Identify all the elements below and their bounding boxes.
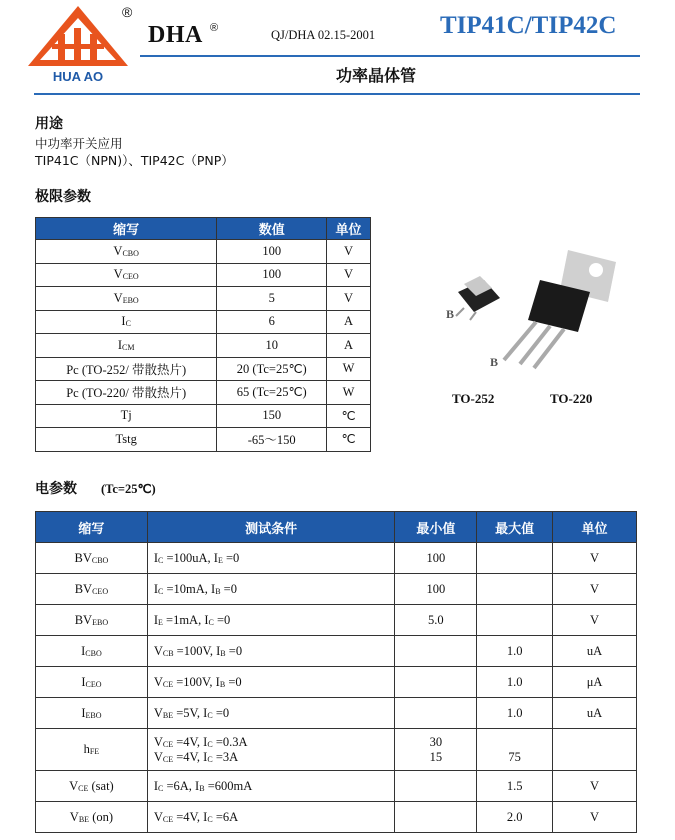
condition-text: =6A, I (163, 778, 200, 793)
min-value: 30 (429, 734, 443, 749)
logo-registered-mark: ® (122, 4, 133, 20)
table-row (36, 310, 371, 334)
condition-cell (147, 605, 395, 636)
symbol-cell (36, 574, 148, 605)
condition-subscript: C (158, 586, 164, 596)
symbol-subscript: EBO (85, 710, 102, 720)
min-cell (395, 771, 477, 802)
condition-line (154, 675, 395, 690)
max-cell (477, 667, 553, 698)
table-row (36, 729, 637, 771)
condition-subscript: C (158, 555, 164, 565)
max-value-2: 75 (508, 750, 521, 764)
hua-ao-logo (22, 4, 134, 84)
symbol-subscript: FE (89, 747, 100, 756)
condition-subscript: CE (162, 754, 174, 764)
symbol-cell (36, 263, 217, 287)
to-220-package (504, 250, 616, 368)
condition-cell (147, 729, 395, 771)
condition-text: =100V, I (173, 643, 221, 658)
condition-text: =0 (213, 612, 231, 627)
symbol-text: BV (74, 581, 93, 596)
value-cell: 150 (217, 404, 327, 428)
symbol-subscript: CEO (85, 679, 102, 689)
symbol-text: I (121, 314, 126, 329)
unit-cell: V (553, 605, 637, 636)
symbol-cell (36, 404, 217, 428)
condition-text: =5V, I (173, 705, 208, 720)
min-cell (395, 543, 477, 574)
condition-subscript: E (158, 617, 163, 627)
table-row (36, 698, 637, 729)
brand-registered-mark: ® (210, 22, 219, 34)
table-row (36, 574, 637, 605)
condition-text: =0 (225, 643, 243, 658)
value-cell: -65～150 (217, 428, 327, 452)
symbol-cell (36, 334, 217, 358)
condition-subscript: B (219, 679, 226, 689)
max-cell (477, 605, 553, 636)
min-cell (395, 636, 477, 667)
symbol-text: I (81, 643, 86, 658)
max-cell (477, 771, 553, 802)
unit-cell: V (553, 771, 637, 802)
condition-text: =0 (222, 550, 240, 565)
symbol-subscript: CBO (91, 555, 109, 565)
symbol-subscript: CEO (122, 272, 139, 282)
condition-line (154, 551, 395, 566)
table-row (36, 802, 637, 833)
condition-text: =4V, I (173, 809, 208, 824)
symbol-cell (36, 636, 148, 667)
table-row (36, 667, 637, 698)
condition-text: I (153, 778, 158, 793)
col-header-symbol: 缩写 (36, 218, 217, 240)
symbol-cell (36, 771, 148, 802)
condition-cell (147, 698, 395, 729)
max-cell (477, 729, 553, 771)
electrical-table-body (36, 543, 637, 833)
unit-cell: uA (553, 698, 637, 729)
max-cell (477, 574, 553, 605)
min-cell (395, 729, 477, 771)
symbol-text: Pc (TO-252/ 带散热片) (66, 362, 187, 377)
condition-subscript: C (207, 710, 213, 720)
condition-subscript: BE (162, 710, 174, 720)
electrical-condition: (Tc=25℃) (101, 482, 156, 496)
symbol-cell (36, 310, 217, 334)
condition-text: =6A (212, 809, 239, 824)
max-value: 1.5 (506, 778, 523, 793)
condition-subscript: C (207, 754, 213, 764)
condition-subscript: B (199, 783, 205, 793)
unit-cell: A (327, 310, 371, 334)
table-row (36, 381, 371, 405)
condition-cell (147, 771, 395, 802)
min-cell (395, 605, 477, 636)
value-cell: 65 (Tc=25℃) (217, 381, 327, 405)
col-header-value: 数值 (217, 218, 327, 240)
symbol-subscript: EBO (122, 295, 139, 305)
symbol-suffix: (sat) (88, 778, 114, 793)
symbol-text: Tstg (115, 431, 137, 446)
symbol-subscript: BE (78, 814, 90, 824)
document-header (0, 0, 675, 96)
condition-text: V (153, 749, 163, 764)
unit-cell: W (327, 381, 371, 405)
symbol-subscript: EBO (92, 617, 109, 627)
max-value: 1.0 (506, 643, 523, 658)
col-header-symbol: 缩写 (36, 512, 148, 543)
condition-text: =1mA, I (162, 612, 209, 627)
table-row (36, 357, 371, 381)
symbol-subscript: CBO (122, 248, 139, 258)
condition-text: =100uA, I (163, 550, 218, 565)
condition-text: I (153, 581, 158, 596)
unit-cell: uA (553, 636, 637, 667)
unit-cell: V (327, 263, 371, 287)
table-row (36, 605, 637, 636)
value-cell: 6 (217, 310, 327, 334)
min-cell (395, 574, 477, 605)
electrical-characteristics-table (35, 511, 637, 833)
symbol-text: V (69, 778, 79, 793)
value-cell: 20 (Tc=25℃) (217, 357, 327, 381)
value-cell: 10 (217, 334, 327, 358)
symbol-cell (36, 287, 217, 311)
symbol-subscript: C (125, 319, 131, 329)
symbol-cell (36, 543, 148, 574)
symbol-cell (36, 428, 217, 452)
unit-cell: V (327, 240, 371, 264)
min-value: 100 (426, 581, 446, 596)
symbol-text: Pc (TO-220/ 带散热片) (66, 386, 187, 401)
condition-subscript: C (208, 617, 214, 627)
min-value: 100 (426, 550, 446, 565)
value-cell: 100 (217, 240, 327, 264)
unit-cell: ℃ (327, 404, 371, 428)
col-header-min: 最小值 (395, 512, 477, 543)
symbol-cell (36, 667, 148, 698)
table-row (36, 404, 371, 428)
max-cell (477, 698, 553, 729)
symbol-cell (36, 802, 148, 833)
symbol-text: Tj (120, 408, 132, 423)
symbol-text: h (83, 742, 90, 756)
condition-text: V (153, 809, 163, 824)
to-220-label: TO-220 (550, 391, 593, 406)
absolute-max-ratings-table (35, 217, 371, 452)
symbol-cell (36, 240, 217, 264)
to-252-label: TO-252 (452, 391, 495, 406)
condition-text: =600mA (204, 778, 253, 793)
condition-line (154, 706, 395, 721)
condition-text: =100V, I (173, 674, 220, 689)
condition-line (154, 779, 395, 794)
max-cell (477, 802, 553, 833)
symbol-cell (36, 357, 217, 381)
condition-text: V (153, 705, 163, 720)
unit-cell: ℃ (327, 428, 371, 452)
symbol-text: V (113, 290, 123, 305)
table-row (36, 428, 371, 452)
condition-text: =0 (212, 705, 230, 720)
condition-text: V (153, 643, 163, 658)
header-bottom-rule (34, 93, 640, 95)
brand-name: DHA (148, 22, 203, 48)
condition-text: =10mA, I (163, 581, 216, 596)
document-subtitle: 功率晶体管 (336, 66, 417, 85)
to-252-package (456, 276, 500, 320)
symbol-cell (36, 729, 148, 771)
standard-number: QJ/DHA 02.15-2001 (271, 28, 376, 42)
symbol-cell (36, 605, 148, 636)
max-value: 2.0 (506, 809, 523, 824)
condition-text: =0 (225, 674, 242, 689)
logo-text: HUA AO (52, 69, 104, 84)
condition-subscript: C (158, 783, 164, 793)
symbol-cell (36, 381, 217, 405)
unit-cell: V (553, 543, 637, 574)
symbol-text: V (113, 267, 123, 282)
unit-cell: V (553, 574, 637, 605)
condition-subscript: B (215, 586, 221, 596)
min-cell (395, 667, 477, 698)
unit-cell: A (327, 334, 371, 358)
symbol-text: V (113, 243, 123, 258)
condition-cell (147, 574, 395, 605)
symbol-text: BV (74, 612, 93, 627)
limits-table-body (36, 240, 371, 452)
to-252-pin-label: B (446, 307, 455, 321)
symbol-text: I (81, 674, 86, 689)
condition-text: =0 (220, 581, 237, 596)
condition-line (154, 810, 395, 825)
condition-line (154, 613, 395, 628)
condition-text: V (153, 734, 163, 749)
electrical-title: 电参数 (35, 481, 77, 497)
table-row (36, 240, 371, 264)
condition-line (154, 735, 395, 750)
symbol-cell (36, 698, 148, 729)
col-header-max: 最大值 (477, 512, 553, 543)
unit-cell: V (553, 802, 637, 833)
to-220-pin-label: B (490, 355, 499, 369)
condition-text: =3A (212, 749, 239, 764)
condition-subscript: CE (162, 679, 174, 689)
table-row (36, 636, 637, 667)
limits-title: 极限参数 (35, 189, 91, 205)
value-cell: 5 (217, 287, 327, 311)
table-row (36, 263, 371, 287)
condition-cell (147, 543, 395, 574)
condition-line (154, 582, 395, 597)
condition-line (154, 644, 395, 659)
min-value: 5.0 (428, 612, 444, 627)
condition-text: =4V, I (173, 749, 208, 764)
unit-cell: W (327, 357, 371, 381)
min-cell (395, 698, 477, 729)
condition-cell (147, 667, 395, 698)
condition-subscript: CB (162, 648, 174, 658)
max-value: 1.0 (506, 705, 523, 720)
condition-text: =0.3A (212, 734, 248, 749)
symbol-subscript: CBO (85, 648, 102, 658)
package-illustration (440, 240, 640, 415)
symbol-text: V (69, 809, 79, 824)
condition-subscript: C (207, 739, 213, 749)
condition-text: I (153, 612, 158, 627)
unit-cell: V (327, 287, 371, 311)
condition-subscript: C (207, 814, 213, 824)
condition-text: I (153, 550, 158, 565)
symbol-subscript: CM (122, 342, 135, 352)
condition-text: =4V, I (173, 734, 208, 749)
part-number: TIP41C/TIP42C (440, 12, 617, 39)
condition-subscript: CE (162, 814, 174, 824)
symbol-text: BV (74, 550, 92, 565)
header-rule (140, 55, 640, 57)
min-value-2: 15 (429, 749, 443, 764)
table-row (36, 543, 637, 574)
col-header-unit: 单位 (327, 218, 371, 240)
condition-cell (147, 802, 395, 833)
table-header-row (36, 218, 371, 240)
usage-title: 用途 (35, 116, 63, 132)
table-row (36, 287, 371, 311)
condition-text: V (153, 674, 163, 689)
max-cell (477, 543, 553, 574)
usage-line-1: 中功率开关应用 (35, 136, 123, 151)
table-row (36, 334, 371, 358)
symbol-text: I (117, 337, 123, 352)
symbol-subscript: CEO (92, 586, 109, 596)
symbol-suffix: (on) (89, 809, 114, 824)
symbol-text: I (81, 705, 86, 720)
condition-subscript: E (217, 555, 223, 565)
min-cell (395, 802, 477, 833)
condition-subscript: CE (162, 739, 174, 749)
condition-cell (147, 636, 395, 667)
condition-subscript: B (220, 648, 226, 658)
unit-cell (553, 729, 637, 771)
col-header-unit: 单位 (553, 512, 637, 543)
table-row (36, 771, 637, 802)
value-cell: 100 (217, 263, 327, 287)
max-cell (477, 636, 553, 667)
max-value (477, 734, 552, 750)
condition-line (154, 750, 395, 765)
symbol-subscript: CE (78, 783, 89, 793)
max-value: 1.0 (506, 674, 523, 689)
col-header-test-condition: 测试条件 (147, 512, 395, 543)
usage-line-2: TIP41C（NPN)）、TIP42C（PNP） (35, 153, 234, 168)
unit-cell: μA (553, 667, 637, 698)
table-header-row (36, 512, 637, 543)
